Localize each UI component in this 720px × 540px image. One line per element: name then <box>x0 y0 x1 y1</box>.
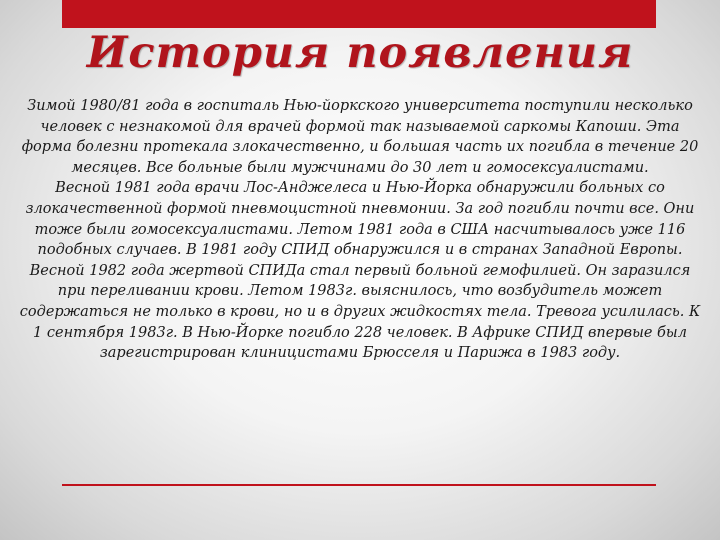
bottom-divider <box>62 484 656 486</box>
paragraph-2: Весной 1981 года врачи Лос-Анджелеса и Нью-Йорка обнаружили больных со злокачественной формой пневмоцистной пневмонии. За год погибли почти все. Они тоже были гомосексуалистами. Летом 1981 года в США насчитывалось уже 116 подобных случаев. В 1981 году СПИД обнаружился и в странах Западной Европы. <box>25 180 695 259</box>
paragraph-3: Весной 1982 года жертвой СПИДа стал первый больной гемофилией. Он заразился при переливании крови. Летом 1983г. выяснилось, что возбудитель может содержаться не только в крови, но и в других жидкостях тела. Тревога усилилась. К 1 сентября 1983г. В Нью-Йорке погибло 228 человек. В Африке СПИД впервые был зарегистрирован клиницистами Брюсселя и Парижа в 1983 году. <box>19 262 701 362</box>
paragraph-1: Зимой 1980/81 года в госпиталь Нью-йоркского университета поступили несколько человек с незнакомой для врачей формой так называемой саркомы Капоши. Эта форма болезни протекала злокачественно, и большая часть их погибла в течение 20 месяцев. Все больные были мужчинами до 30 лет и гомосексуалистами. <box>21 98 699 176</box>
slide-body <box>18 96 702 364</box>
slide-title: История появления <box>86 28 634 78</box>
top-accent-bar <box>62 0 656 28</box>
